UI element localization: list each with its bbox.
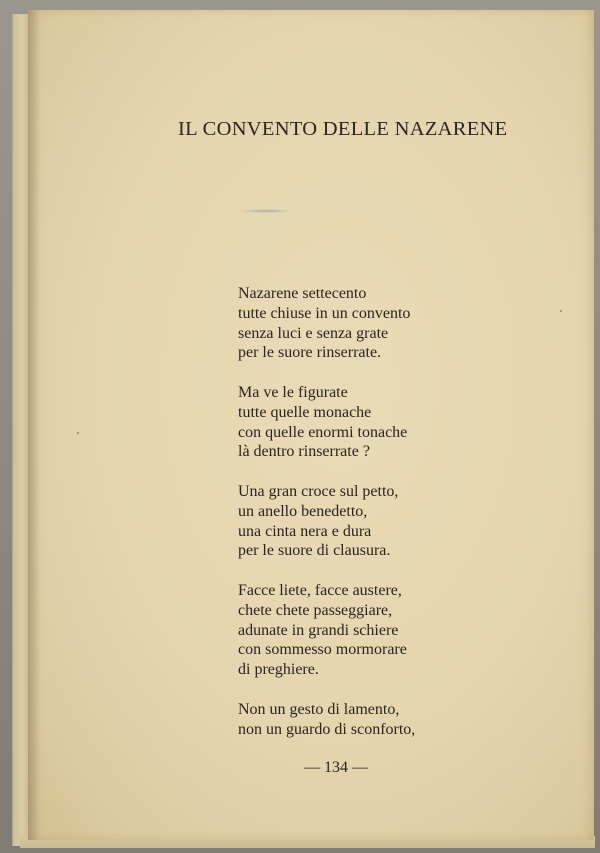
poem-line: Non un gesto di lamento,	[238, 700, 400, 718]
poem-line: un anello benedetto,	[238, 502, 368, 520]
poem-line: Una gran croce sul petto,	[238, 482, 399, 500]
paper-speck	[560, 310, 562, 312]
stanza-2	[238, 383, 568, 462]
poem-line: una cinta nera e dura	[238, 522, 372, 540]
paper-speck	[77, 432, 79, 434]
poem-line: chete chete passeggiare,	[238, 601, 393, 619]
poem-line: con sommesso mormorare	[238, 641, 407, 659]
poem-title: IL CONVENTO DELLE NAZARENE	[178, 118, 508, 140]
ink-smudge	[242, 209, 290, 213]
poem-line: tutte chiuse in un convento	[238, 304, 411, 322]
poem-line: Ma ve le figurate	[238, 383, 348, 401]
poem-line: Nazarene settecento	[238, 285, 367, 302]
poem-line: tutte quelle monache	[238, 403, 372, 421]
poem-line: per le suore rinserrate.	[238, 344, 382, 362]
stanza-4	[238, 581, 568, 680]
poem-line: adunate in grandi schiere	[238, 621, 399, 639]
poem-line: con quelle enormi tonache	[238, 423, 408, 441]
page-gutter-shadow	[28, 10, 40, 840]
poem-line: senza luci e senza grate	[238, 324, 389, 342]
poem-line: non un guardo di sconforto,	[238, 720, 416, 738]
stanza-3	[238, 482, 568, 561]
poem-line: Facce liete, facce austere,	[238, 581, 402, 599]
poem-line: là dentro rinserrate ?	[238, 443, 370, 461]
poem-line: di preghiere.	[238, 661, 319, 679]
page-number: — 134 —	[304, 759, 368, 776]
stanza-1	[238, 284, 568, 363]
poem-body	[238, 284, 568, 739]
poem-line: per le suore di clausura.	[238, 542, 391, 560]
stanza-5	[238, 700, 568, 740]
